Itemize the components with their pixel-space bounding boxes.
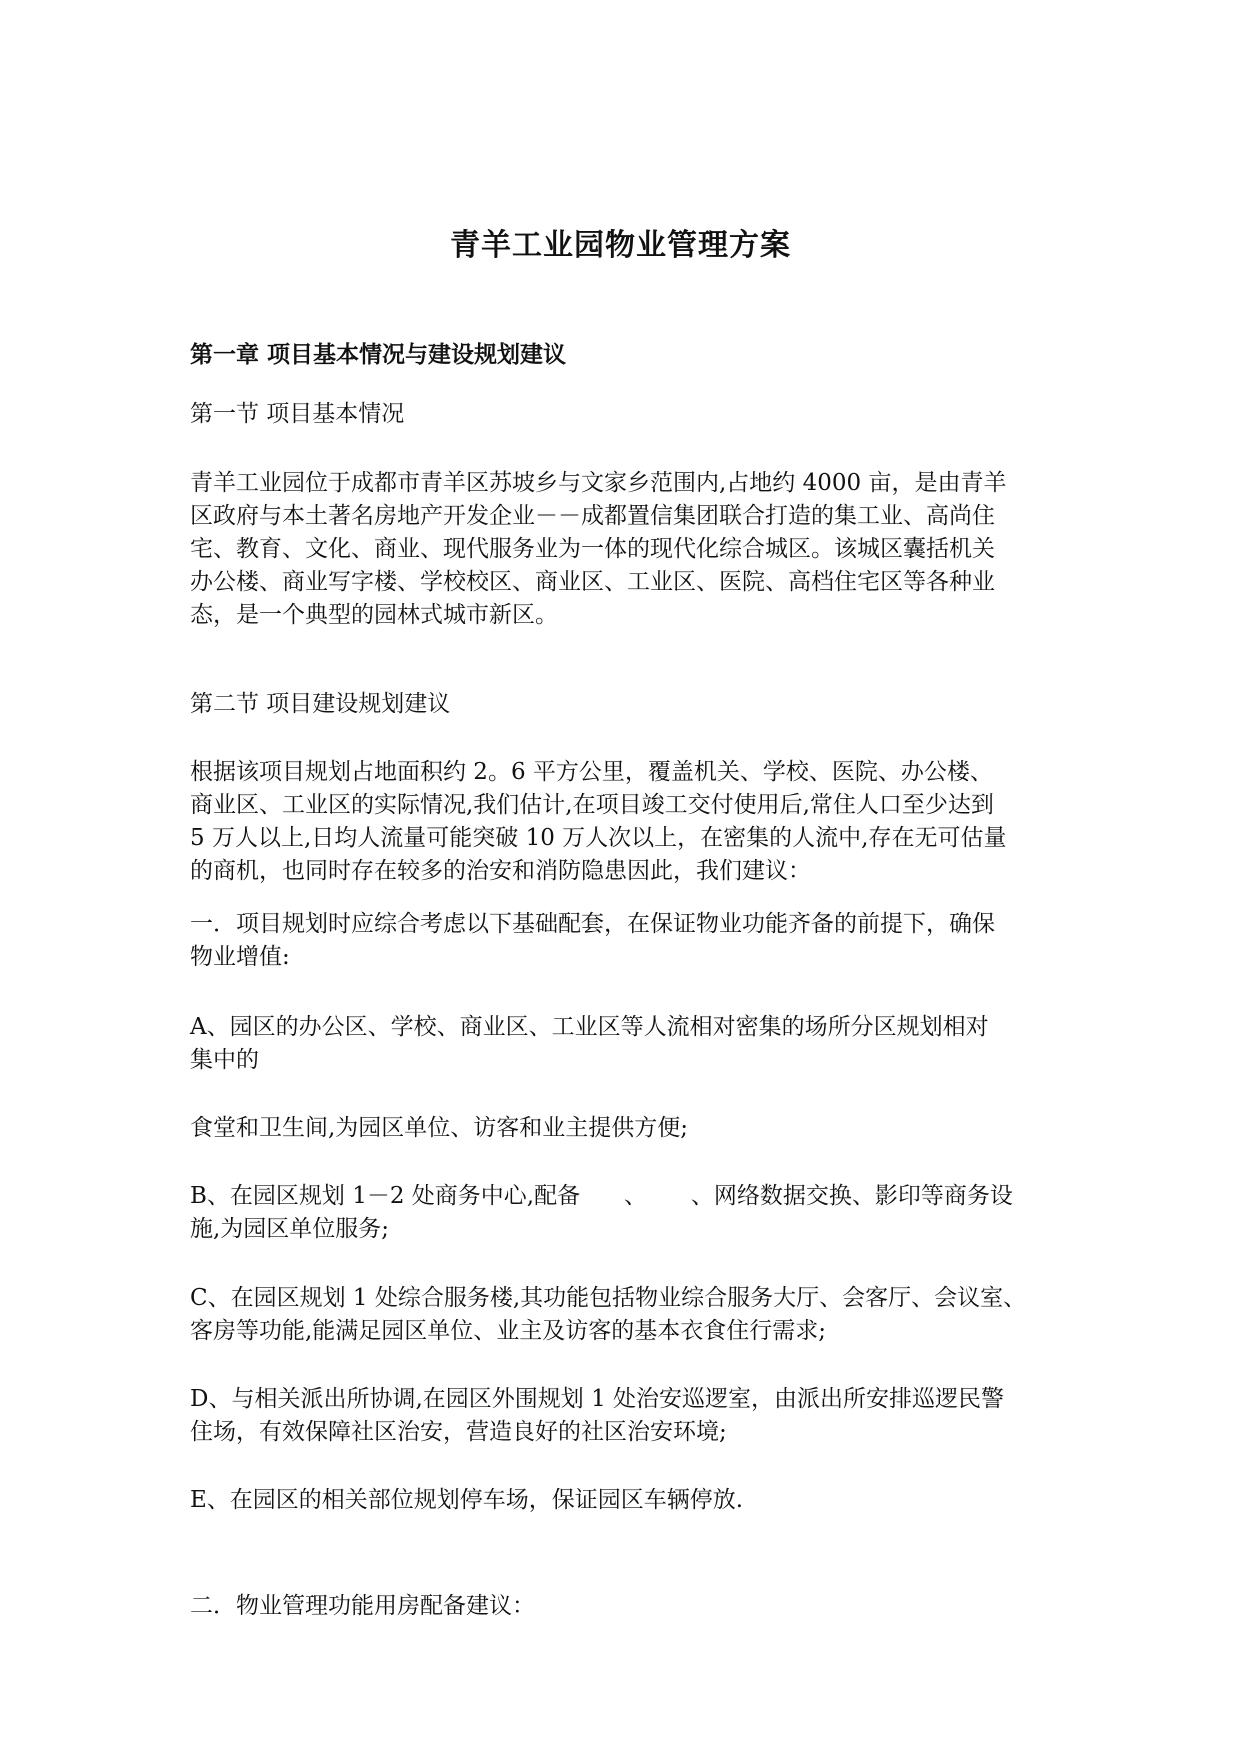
text-line: 住场，有效保障社区治安，营造良好的社区治安环境;	[190, 1419, 727, 1445]
text-line: B、在园区规划 1－2 处商务中心,配备 、 、网络数据交换、影印等商务设	[190, 1183, 1013, 1209]
text-line: D、与相关派出所协调,在园区外围规划 1 处治安巡逻室，由派出所安排巡逻民警	[190, 1386, 1005, 1412]
list-item: 食堂和卫生间,为园区单位、访客和业主提供方便;	[190, 1115, 689, 1141]
text-line: A、园区的办公区、学校、商业区、工业区等人流相对密集的场所分区规划相对	[190, 1014, 989, 1040]
section-heading: 第二节 项目建设规划建议	[190, 691, 451, 717]
text-line: 集中的	[190, 1047, 259, 1073]
text-line: 区政府与本土著名房地产开发企业－－成都置信集团联合打造的集工业、高尚住	[190, 503, 995, 529]
text-line: 物业增值:	[190, 944, 290, 970]
list-item	[190, 1282, 1060, 1348]
text-line: 商业区、工业区的实际情况,我们估计,在项目竣工交付使用后,常住人口至少达到	[190, 792, 994, 818]
list-item	[190, 1383, 1060, 1449]
list-item: 二．物业管理功能用房配备建议：	[190, 1593, 535, 1619]
section-heading: 第一节 项目基本情况	[190, 401, 405, 427]
list-item	[190, 908, 1060, 974]
text-line: 根据该项目规划占地面积约 2。6 平方公里，覆盖机关、学校、医院、办公楼、	[190, 759, 993, 785]
text-line: 宅、教育、文化、商业、现代服务业为一体的现代化综合城区。该城区囊括机关	[190, 536, 995, 562]
text-line: 客房等功能,能满足园区单位、业主及访客的基本衣食住行需求;	[190, 1318, 827, 1344]
text-line: 办公楼、商业写字楼、学校校区、商业区、工业区、医院、高档住宅区等各种业	[190, 569, 995, 595]
paragraph	[190, 467, 1060, 632]
list-item: E、在园区的相关部位规划停车场，保证园区车辆停放.	[190, 1487, 744, 1513]
document-title: 青羊工业园物业管理方案	[450, 228, 791, 263]
list-item	[190, 1011, 1060, 1077]
text-line: 一．项目规划时应综合考虑以下基础配套，在保证物业功能齐备的前提下，确保	[190, 911, 995, 937]
text-line: 5 万人以上,日均人流量可能突破 10 万人次以上，在密集的人流中,存在无可估量	[190, 825, 1007, 851]
text-line: 态，是一个典型的园林式城市新区。	[190, 602, 558, 628]
chapter-heading: 第一章 项目基本情况与建设规划建议	[190, 341, 567, 368]
text-line: C、在园区规划 1 处综合服务楼,其功能包括物业综合服务大厅、会客厅、会议室、	[190, 1285, 1027, 1311]
list-item	[190, 1180, 1060, 1246]
text-line: 青羊工业园位于成都市青羊区苏坡乡与文家乡范围内,占地约 4000 亩，是由青羊	[190, 470, 1007, 496]
text-line: 施,为园区单位服务;	[190, 1216, 390, 1242]
text-line: 的商机，也同时存在较多的治安和消防隐患因此，我们建议：	[190, 858, 811, 884]
paragraph	[190, 756, 1060, 888]
